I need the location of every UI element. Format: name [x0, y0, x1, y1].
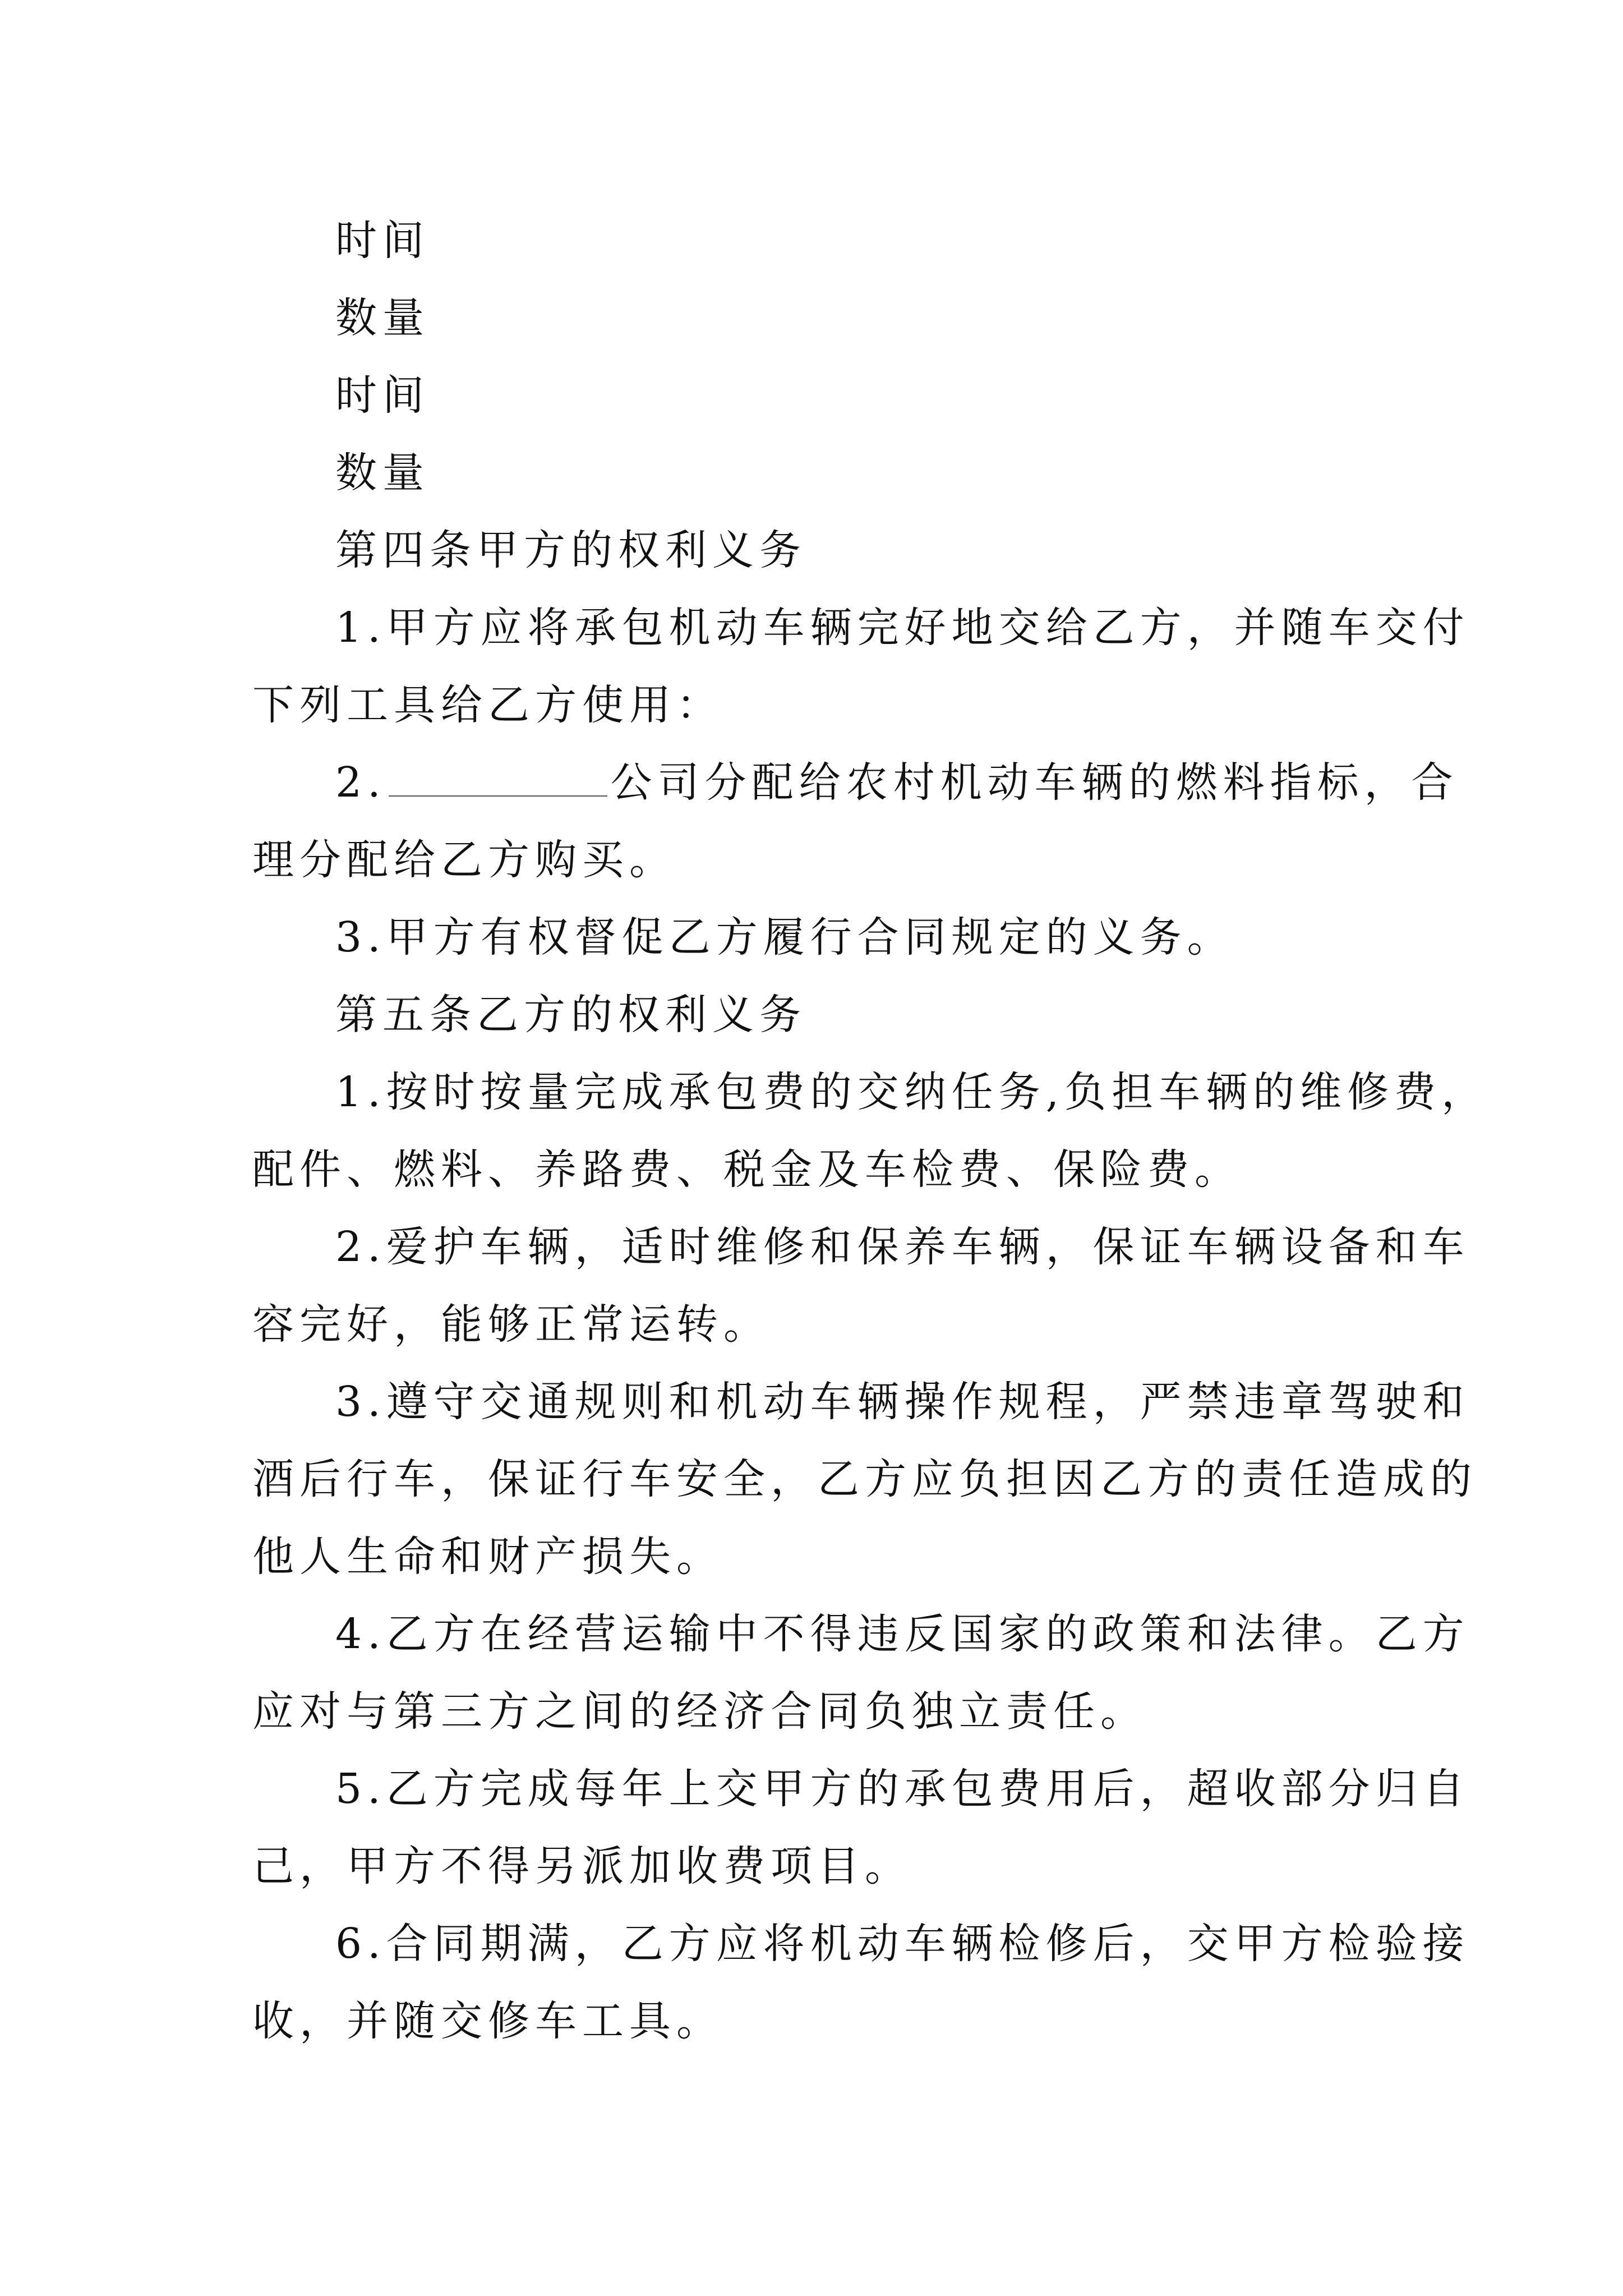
- article-4-item-2-number: 2.: [335, 758, 386, 807]
- article-5-item-4-line-2: 应对与第三方之间的经济合同负独立责任。: [252, 1687, 1147, 1736]
- article-5-item-3-line-1: 3.遵守交通规则和机动车辆操作规程，严禁违章驾驶和: [335, 1378, 1470, 1426]
- article-4-item-2-line-1: [252, 744, 1459, 821]
- article-5-heading: 第五条乙方的权利义务: [335, 991, 806, 1039]
- article-5-item-5-line-2: 己，甲方不得另派加收费项目。: [252, 1842, 912, 1890]
- article-5-item-2-line-1: 2.爱护车辆，适时维修和保养车辆，保证车辆设备和车: [335, 1223, 1470, 1271]
- article-5-item-2-line-2: 容完好，能够正常运转。: [252, 1300, 771, 1349]
- label-quantity: 数量: [335, 294, 430, 342]
- article-4-item-2-line-2: 理分配给乙方购买。: [252, 836, 676, 884]
- article-5-item-3-line-2: 酒后行车，保证行车安全，乙方应负担因乙方的责任造成的: [252, 1455, 1477, 1503]
- document-body: [252, 202, 1489, 2060]
- article-5-item-5-line-1: 5.乙方完成每年上交甲方的承包费用后，超收部分归自: [335, 1765, 1470, 1813]
- article-4-item-1-line-1: 1.甲方应将承包机动车辆完好地交给乙方，并随车交付: [335, 604, 1470, 652]
- article-4-heading: 第四条甲方的权利义务: [335, 526, 806, 574]
- article-4-item-1-line-2: 下列工具给乙方使用：: [252, 681, 723, 729]
- label-time: 时间: [335, 217, 430, 265]
- label-time: 时间: [335, 371, 430, 420]
- label-quantity: 数量: [335, 449, 430, 497]
- article-4-item-3-line-1: 3.甲方有权督促乙方履行合同规定的义务。: [335, 913, 1234, 961]
- article-5-item-3-line-3: 他人生命和财产损失。: [252, 1533, 723, 1581]
- article-5-item-6-line-1: 6.合同期满，乙方应将机动车辆检修后，交甲方检验接: [335, 1920, 1470, 1968]
- article-5-item-1-line-1: 1.按时按量完成承包费的交纳任务,负担车辆的维修费，: [335, 1068, 1489, 1116]
- article-5-item-1-line-2: 配件、燃料、养路费、税金及车检费、保险费。: [252, 1145, 1242, 1194]
- article-5-item-6-line-2: 收，并随交修车工具。: [252, 1997, 723, 2045]
- fill-in-blank: [389, 762, 607, 797]
- article-4-item-2-text: 公司分配给农村机动车辆的燃料指标，合: [610, 758, 1459, 807]
- article-5-item-4-line-1: 4.乙方在经营运输中不得违反国家的政策和法律。乙方: [335, 1610, 1470, 1658]
